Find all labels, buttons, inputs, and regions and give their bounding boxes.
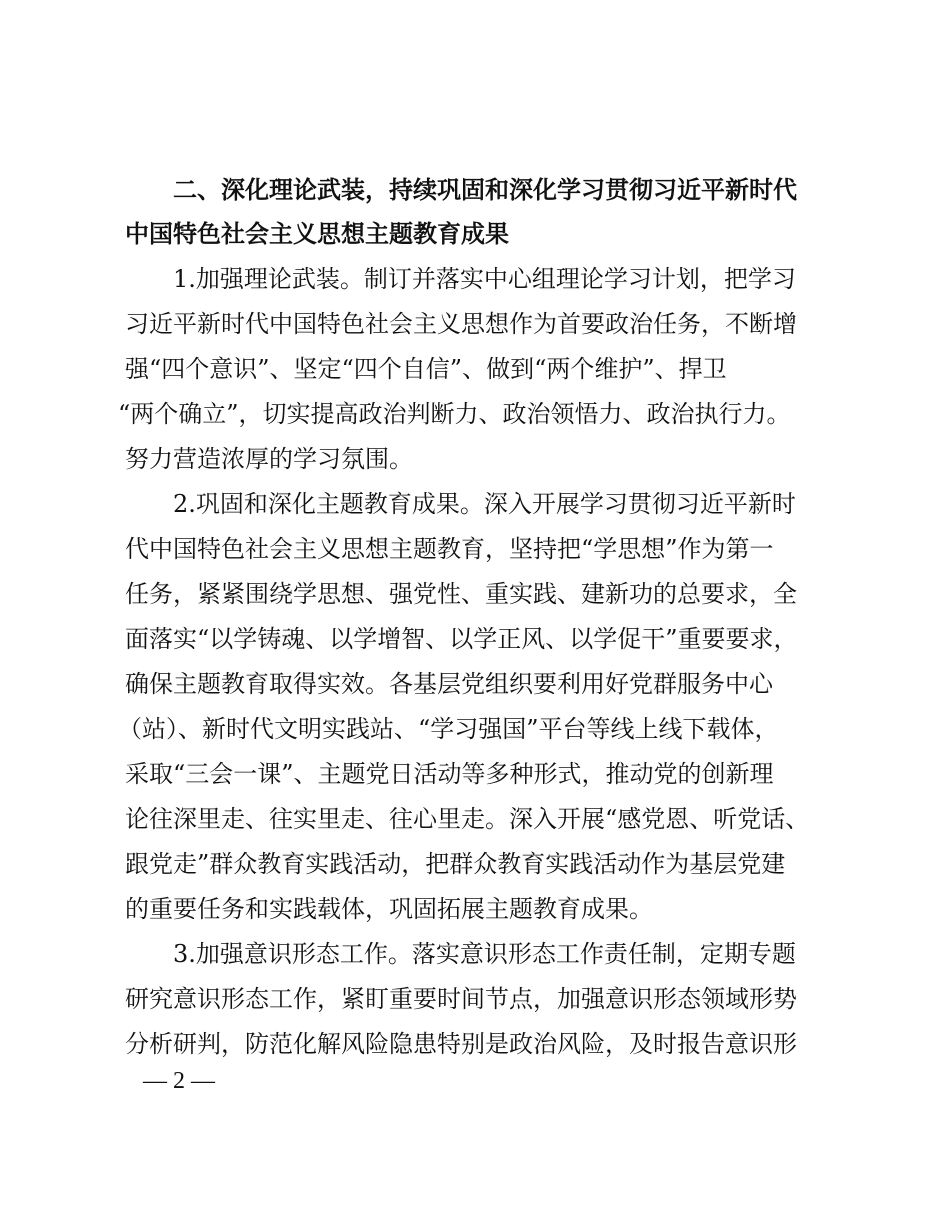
paragraph-line: 努力营造浓厚的学习氛围。 <box>125 445 413 473</box>
paragraph-line: 分析研判，防范化解风险隐患特别是政治风险，及时报告意识形 <box>125 1030 797 1058</box>
paragraph-line: 的重要任务和实践载体，巩固拓展主题教育成果。 <box>125 895 653 923</box>
paragraph-line: （站）、新时代文明实践站、“学习强国”平台等线上线下载体， <box>118 715 779 743</box>
paragraph-line: 任务，紧紧围绕学思想、强党性、重实践、建新功的总要求，全 <box>125 580 797 608</box>
paragraph-line: 强“四个意识”、坚定“四个自信”、做到“两个维护”、捍卫 <box>125 355 727 383</box>
paragraph-line: 1.加强理论武装。制订并落实中心组理论学习计划，把学习 <box>173 265 796 293</box>
paragraph-line: 研究意识形态工作，紧盯重要时间节点，加强意识形态领域形势 <box>125 985 797 1013</box>
paragraph-line: 论往深里走、往实里走、往心里走。深入开展“感党恩、听党话、 <box>125 805 810 833</box>
heading-line: 中国特色社会主义思想主题教育成果 <box>125 220 509 248</box>
heading-line: 二、深化理论武装，持续巩固和深化学习贯彻习近平新时代 <box>173 176 797 204</box>
paragraph-line: 确保主题教育取得实效。各基层党组织要利用好党群服务中心 <box>125 670 773 698</box>
paragraph-line: “两个确立”，切实提高政治判断力、政治领悟力、政治执行力。 <box>118 400 791 428</box>
paragraph-line: 代中国特色社会主义思想主题教育，坚持把“学思想”作为第一 <box>125 535 774 563</box>
paragraph-line: 2.巩固和深化主题教育成果。深入开展学习贯彻习近平新时 <box>173 490 796 518</box>
page-number: — 2 — <box>143 1068 215 1094</box>
paragraph-line: 采取“三会一课”、主题党日活动等多种形式，推动党的创新理 <box>125 760 774 788</box>
paragraph-line: 习近平新时代中国特色社会主义思想作为首要政治任务，不断增 <box>125 310 797 338</box>
paragraph-line: 跟党走”群众教育实践活动，把群众教育实践活动作为基层党建 <box>125 850 786 878</box>
paragraph-line: 3.加强意识形态工作。落实意识形态工作责任制，定期专题 <box>173 940 796 968</box>
paragraph-line: 面落实“以学铸魂、以学增智、以学正风、以学促干”重要要求， <box>125 625 798 653</box>
